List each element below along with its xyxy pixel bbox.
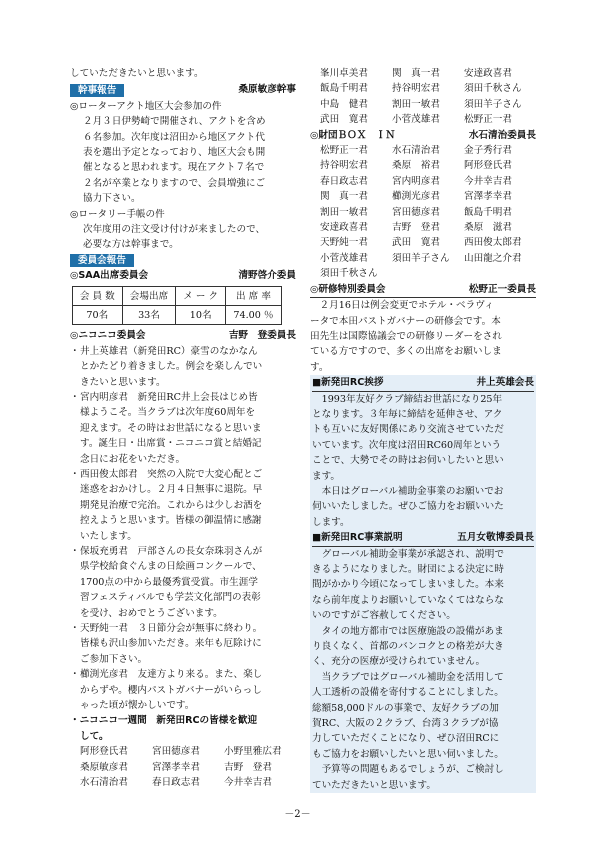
kenshu-line: ２月16日は例会変更でホテル・ベラヴィ	[319, 300, 494, 312]
jigyo-line: いのですがご容赦してください。	[312, 610, 456, 622]
aisatsu-line: します。	[312, 516, 350, 528]
aisatsu-line: 本日はグローバル補助金事業のお願いでお	[321, 485, 504, 497]
bullet-text	[80, 544, 262, 621]
intro-line: していただきたいと思います。	[70, 68, 204, 79]
member-name: 小野里雅広君	[224, 746, 282, 758]
member-name: 小菅茂雄君	[320, 252, 368, 264]
member-name: 割田一敏君	[392, 98, 440, 110]
bullet-line: 県学校給食ぐんまの日絵画コンクールで、	[80, 561, 262, 573]
jigyo-line: もご協力をお願いしたいと思い伺いました。	[312, 748, 504, 760]
bullet-mark: ・	[70, 545, 80, 557]
kanji-report-label: 幹事報告	[70, 84, 124, 97]
body-line: 必要な方は幹事まで。	[83, 239, 179, 251]
attendance-table	[72, 286, 282, 325]
member-name: 安達政喜君	[464, 68, 512, 79]
bullet-line: 迷惑をおかけし。２月４日無事に退院。早	[80, 484, 263, 496]
box-title: ◎財団ＢＯＸ ＩＮ	[310, 129, 396, 141]
kenshu-line: 田先生は国際協議会での研修リーダーをされ	[310, 330, 502, 342]
box-names	[310, 143, 536, 282]
iinkai-report-header	[70, 254, 296, 267]
shibata-section	[310, 375, 536, 793]
bullet-line: 様ようこそ。当クラブは次年度60周年を	[80, 407, 256, 419]
member-name: 宮田德彦君	[152, 746, 200, 758]
attendance-value-row	[73, 306, 282, 325]
saa-person: 清野啓介委員	[238, 269, 296, 281]
member-name: 持谷明宏君	[392, 83, 440, 95]
jigyo-title: ■新発田RC事業説明	[312, 532, 403, 544]
bullet-line: 習フェスティバルでも学芸文化部門の表彰	[80, 592, 261, 604]
value-cell: 33名	[122, 306, 176, 325]
bullet-line: を受け、おめでとうございます。	[80, 607, 223, 619]
body-line: 次年度用の注文受け付けが来ましたので、	[83, 224, 266, 236]
jigyo-line: 予算等の問題もあるでしょうが、ご検討し	[321, 764, 504, 776]
bullet-line: 期発見治療で完治。これからは少しお酒を	[80, 499, 263, 511]
bullet-mark: ・	[70, 669, 80, 681]
niko-header	[70, 328, 296, 343]
member-name: 須田千秋さん	[464, 83, 522, 95]
member-name: 小菅茂雄君	[392, 114, 440, 126]
attendance-header-row	[73, 287, 282, 306]
member-name: 武田 寛君	[392, 237, 440, 249]
niko-person: 吉野 登委員長	[228, 330, 296, 342]
value-cell: 74.00 ％	[225, 306, 281, 325]
bullet-line: きたいと思います。	[80, 376, 166, 388]
bullet-text	[80, 667, 262, 713]
kenshu-line: ている方ですので、多くの出席をお願いしま	[310, 346, 502, 358]
member-name: 金子秀行君	[464, 145, 512, 157]
jigyo-line: 当クラブではグローバル補助金を活用して	[321, 671, 504, 683]
kenshu-person: 松野正一委員長	[468, 283, 536, 295]
iinkai-report-label: 委員会報告	[70, 254, 134, 267]
box-header	[310, 128, 536, 143]
member-name	[392, 266, 464, 281]
member-name: 松野正一君	[320, 145, 368, 157]
body-line: ６名参加。次年度は沼田から地区アクト代	[83, 131, 265, 143]
bullet-line: 天野純一君 ３日節分会が無事に終わり。	[80, 623, 263, 634]
jigyo-line: 賀RC、大阪の２クラブ、台湾３クラブが協	[312, 718, 499, 730]
kanji-items	[70, 99, 296, 253]
kanji-item-body	[70, 222, 296, 253]
aisatsu-body	[312, 392, 534, 531]
member-name: 関 真一君	[320, 191, 368, 203]
aisatsu-line: ことで、大勢でその時はお伺いしたいと思い	[312, 455, 504, 467]
member-name: 西田俊太郎君	[464, 237, 522, 249]
bullet-mark: ・	[70, 391, 80, 403]
member-name: 割田一敏君	[320, 206, 368, 218]
bullet-line: とかたどり着きました。例会を楽しんでい	[80, 361, 263, 373]
niko-week-names	[70, 744, 296, 790]
bullet-line: 櫛渕光彦君 友達方より来る。また、楽し	[80, 669, 263, 681]
jigyo-line: 総額58,000ドルの事業で、友好クラブの加	[312, 702, 499, 714]
niko-bullet	[70, 621, 296, 667]
member-name: 桑原 滋君	[464, 222, 512, 234]
member-name: 水石清治君	[392, 145, 440, 157]
left-column	[70, 66, 296, 790]
member-name: 持谷明宏君	[320, 160, 368, 172]
aisatsu-line: トも互いに友好関係にあり交流させていただ	[312, 424, 504, 436]
niko-title: ◎ニコニコ委員会	[70, 330, 146, 342]
member-name: 須田羊子さん	[464, 98, 522, 110]
niko-week-heading	[70, 713, 296, 744]
member-name: 吉野 登君	[392, 222, 440, 234]
kenshu-title: ◎研修特別委員会	[310, 283, 386, 295]
aisatsu-title: ■新発田RC挨拶	[312, 377, 384, 389]
bullet-line: 西田俊太郎君 突然の入院で大変心配とご	[80, 468, 263, 480]
member-name: 阿形登氏君	[464, 160, 512, 172]
member-name: 櫛渕光彦君	[392, 191, 440, 203]
bullet-text	[80, 621, 262, 667]
member-name: 山田龍之介君	[464, 252, 522, 264]
member-name: 天野純一君	[320, 237, 368, 249]
bullet-line: ご参加下さい。	[80, 653, 148, 665]
week-heading-line: して。	[80, 730, 109, 742]
bullet-line: 念日にお花をいただき。	[80, 453, 186, 465]
names-top	[310, 66, 536, 128]
member-name: 宮澤孝幸君	[464, 191, 512, 203]
bullet-text	[80, 390, 262, 467]
bullet-mark: ・	[70, 345, 80, 357]
bullet-mark: ・	[70, 468, 80, 480]
member-name	[464, 266, 536, 281]
jigyo-person: 五月女敬博委員長	[457, 532, 534, 544]
jigyo-line: 間がかかり今頃になってしまいました。本来	[312, 579, 504, 591]
member-name: 須田千秋さん	[320, 268, 378, 280]
jigyo-line: タイの地方都市では医療施設の設備があま	[321, 625, 504, 637]
jigyo-body	[312, 547, 534, 794]
kanji-item-heading: ◎ロータリー手帳の件	[70, 208, 165, 220]
jigyo-line: ていただきたいと思います。	[312, 779, 436, 791]
member-name: 中島 健君	[320, 98, 368, 110]
kanji-item-heading: ◎ローターアクト地区大会参加の件	[70, 100, 222, 112]
niko-bullet-list	[70, 344, 296, 714]
page-number: －2－	[284, 809, 311, 820]
body-line: ２名が卒業となりますので、会員増強にご	[83, 177, 266, 189]
body-line: 催となると思われます。現在アクト７名で	[83, 162, 265, 174]
aisatsu-line: 1993年友好クラブ締結お世話になり25年	[321, 393, 503, 405]
member-name: 飯島千明君	[464, 206, 512, 218]
member-name: 武田 寛君	[320, 114, 368, 126]
kanji-person: 桑原敏彦幹事	[238, 84, 296, 96]
header-cell: 出 席 率	[225, 287, 281, 306]
niko-bullet	[70, 667, 296, 713]
aisatsu-line: いています。次年度は沼田RC60周年という	[312, 439, 502, 451]
bullet-line: す。誕生日・出席賞・ニコニコ賞と結婚記	[80, 438, 262, 450]
body-line: 表を選出予定となっており、地区大会も開	[83, 147, 266, 159]
aisatsu-line: 伺いいたしました。ぜひご協力をお願いいた	[312, 501, 504, 513]
bullet-line: 宮内明彦君 新発田RC井上会長はじめ皆	[80, 391, 258, 403]
member-name: 峯川卓美君	[320, 68, 368, 79]
value-cell: 70名	[73, 306, 123, 325]
member-name: 水石清治君	[80, 777, 128, 789]
week-heading-line: ・ニコニコ一週間 新発田RCの皆様を歓迎	[70, 715, 258, 727]
jigyo-line: り良くなく、首都のバンコクとの格差が大き	[312, 641, 504, 653]
jigyo-line: 人工透析の設備を寄付することにしました。	[312, 687, 504, 699]
member-name: 宮田德彦君	[392, 206, 440, 218]
bullet-mark: ・	[70, 623, 80, 634]
header-cell: 会場出席	[122, 287, 176, 306]
bullet-line: からずや。櫻内パストガバナーがいらっし	[80, 684, 262, 696]
jigyo-line: 力していただくことになり、ぜひ沼田RCに	[312, 733, 500, 745]
bullet-text	[80, 467, 262, 544]
member-name: 桑原 裕君	[392, 160, 440, 172]
member-name: 安達政喜君	[320, 222, 368, 234]
member-name: 宮内明彦君	[392, 175, 440, 187]
niko-bullet	[70, 544, 296, 621]
member-name: 今井幸吉君	[224, 777, 272, 789]
jigyo-line: なら前年度よりお願いしていなくてはならな	[312, 594, 504, 606]
aisatsu-line: となります。３年毎に締結を延伸させ、アク	[312, 408, 503, 420]
niko-bullet	[70, 390, 296, 467]
jigyo-line: きるようになりました。財団による決定に時	[312, 564, 504, 575]
jigyo-header	[312, 530, 534, 546]
niko-bullet	[70, 467, 296, 544]
header-cell: メ ー ク	[176, 287, 226, 306]
member-name: 春日政志君	[152, 777, 200, 789]
member-name: 今井幸吉君	[464, 175, 512, 187]
body-line: ２月３日伊勢崎で開催され、アクトを含め	[83, 116, 266, 128]
member-name: 吉野 登君	[224, 761, 272, 773]
niko-bullet	[70, 344, 296, 390]
member-name: 宮澤孝幸君	[152, 761, 200, 773]
kenshu-body	[310, 298, 536, 375]
bullet-line: 皆様も沢山参加いただき。来年も厄除けに	[80, 638, 262, 650]
kanji-item-body	[70, 114, 296, 206]
member-name: 須田羊子さん	[392, 252, 450, 264]
bullet-text	[80, 344, 262, 390]
bullet-line: 井上英雄君（新発田RC）豪雪のなかなん	[80, 345, 258, 357]
right-column	[310, 66, 536, 793]
bullet-line: いたします。	[80, 530, 137, 542]
header-cell: 会 員 数	[73, 287, 123, 306]
kenshu-line: す。	[310, 361, 329, 373]
member-name: 桑原敏彦君	[80, 761, 128, 773]
aisatsu-header	[312, 375, 534, 391]
jigyo-line: く、充分の医療が受けられていません。	[312, 656, 486, 668]
bullet-line: 保坂充勇君 戸部さんの長女奈珠羽さんが	[80, 545, 263, 557]
member-name: 春日政志君	[320, 175, 368, 187]
member-name: 阿形登氏君	[80, 746, 128, 758]
bullet-line: 控えようと思います。皆様の御温情に感謝	[80, 515, 262, 527]
member-name: 関 真一君	[392, 68, 440, 79]
member-name: 松野正一君	[464, 114, 512, 126]
aisatsu-line: ます。	[312, 470, 341, 482]
bullet-line: 迎えます。その時はお世話になると思いま	[80, 422, 262, 434]
kanji-report-header	[70, 82, 296, 97]
kenshu-line: ータで本田パストガバナーの研修会です。本	[310, 315, 501, 327]
bullet-line: ゃった頃が懐かしいです。	[80, 700, 195, 712]
member-name: 飯島千明君	[320, 83, 368, 95]
bullet-line: 1700点の中から最優秀賞受賞。市生涯学	[80, 576, 258, 588]
jigyo-line: グローバル補助金事業が承認され、説明で	[321, 548, 504, 560]
saa-header	[70, 268, 296, 283]
saa-title: ◎SAA出席委員会	[70, 269, 149, 281]
box-person: 水石清治委員長	[468, 129, 536, 141]
kenshu-header	[310, 282, 536, 298]
aisatsu-person: 井上英雄会長	[476, 377, 534, 389]
body-line: 協力下さい。	[83, 193, 141, 205]
value-cell: 10名	[176, 306, 226, 325]
